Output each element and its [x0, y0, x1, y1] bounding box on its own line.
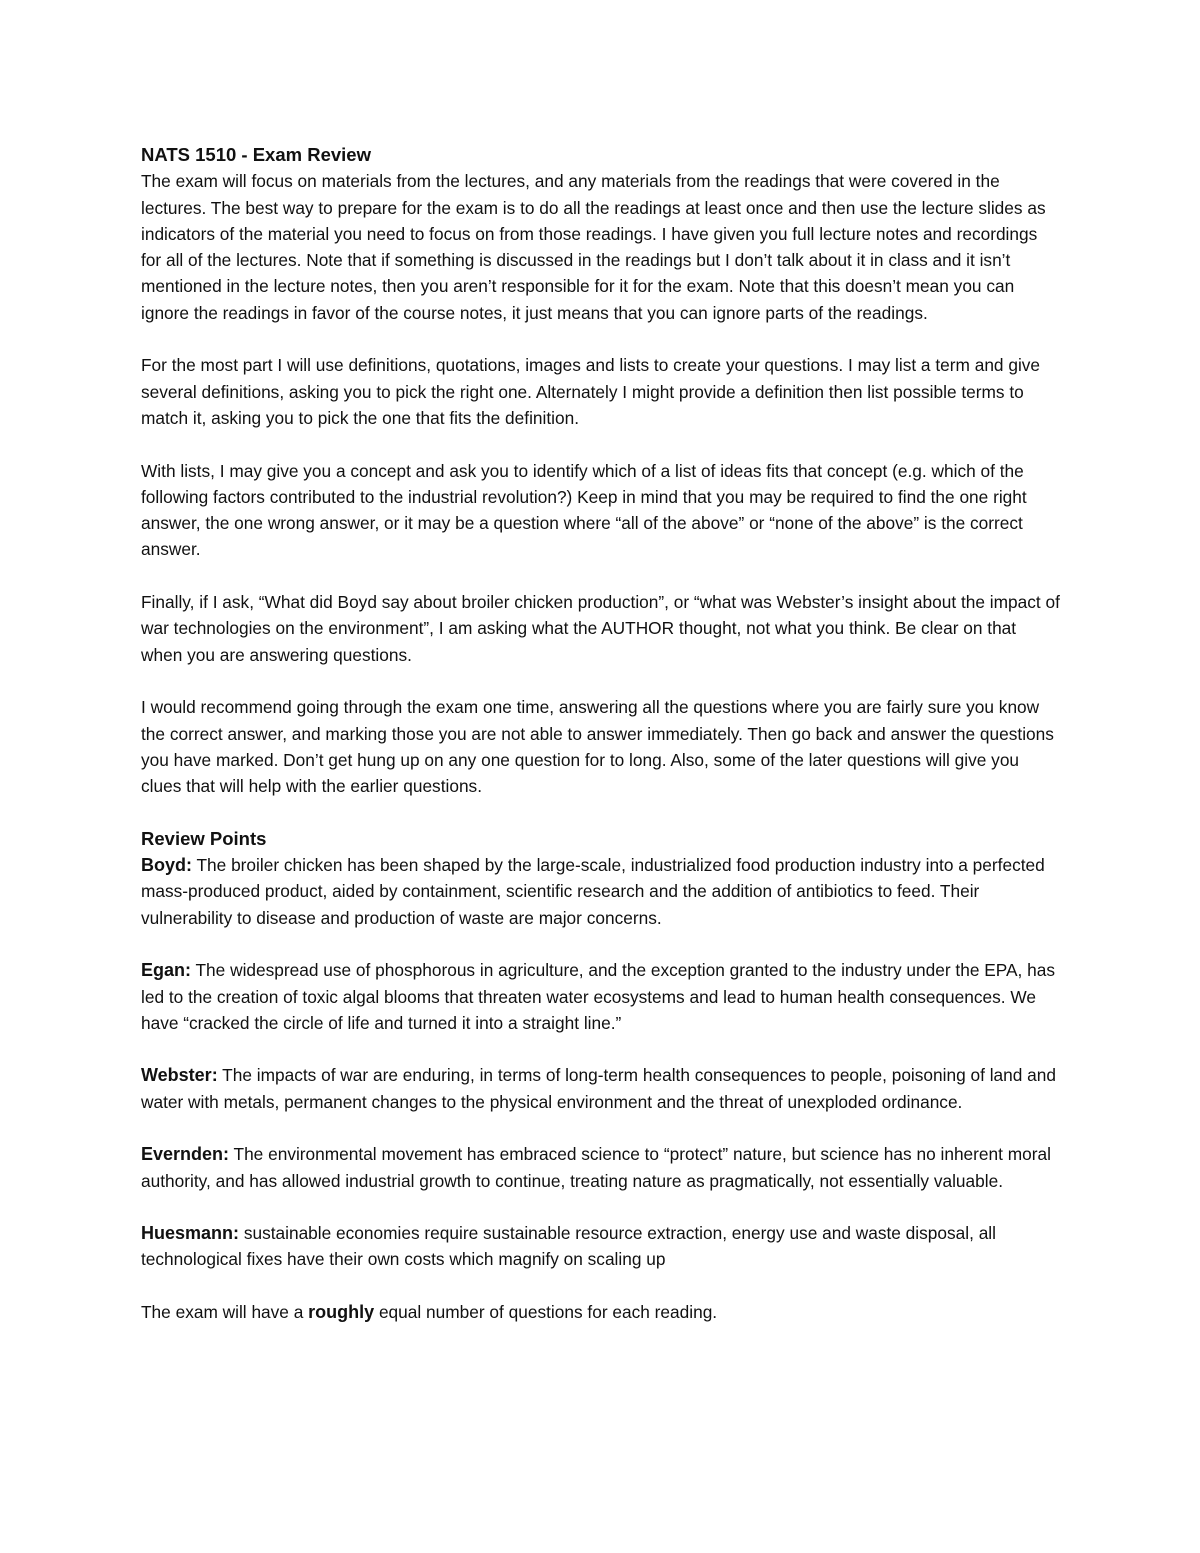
review-author: Boyd: — [141, 855, 192, 876]
review-item-huesmann — [141, 1220, 1061, 1273]
intro-paragraph-3: With lists, I may give you a concept and ask you to identify which of a list of ideas fits that concept (e.g. which of the following factors contributed to the industrial revolution?) Keep in mind that you may be required to find the one right answer, the one wrong answer, or it may be a question where “all of the above” or “none of the above” is the correct answer. — [141, 460, 1027, 560]
document-page — [141, 142, 1061, 1325]
closing-paragraph — [141, 1299, 1061, 1325]
review-text: The widespread use of phosphorous in agriculture, and the exception granted to the industry under the EPA, has led to the creation of toxic algal blooms that threaten water ecosystems and lead to human health consequences. We have “cracked the circle of life and turned it into a straight line.” — [141, 960, 1055, 1033]
intro-paragraph-1: The exam will focus on materials from the lectures, and any materials from the readings that were covered in the lectures. The best way to prepare for the exam is to do all the readings at least once and then use the lecture slides as indicators of the material you need to focus on from those readings. I have given you full lecture notes and recordings for all of the lectures. Note that if something is discussed in the readings but I don’t talk about it in class and it isn’t mentioned in the lecture notes, then you aren’t responsible for it for the exam. Note that this doesn’t mean you can ignore the readings in favor of the course notes, it just means that you can ignore parts of the readings. — [141, 171, 1046, 323]
review-points-heading: Review Points — [141, 827, 267, 849]
review-item-egan — [141, 957, 1061, 1036]
closing-emphasis: roughly — [308, 1302, 375, 1323]
review-author: Webster: — [141, 1065, 218, 1086]
review-text: The environmental movement has embraced science to “protect” nature, but science has no inherent moral authority, and has allowed industrial growth to continue, treating nature as pragmatically, not essentially valuable. — [141, 1144, 1051, 1191]
review-item-boyd — [141, 852, 1061, 931]
intro-paragraph-2: For the most part I will use definitions, quotations, images and lists to create your questions. I may list a term and give several definitions, asking you to pick the right one. Alternately I might provide a definition then list possible terms to match it, asking you to pick the one that fits the definition. — [141, 355, 1041, 428]
review-text: The impacts of war are enduring, in terms of long-term health consequences to people, poisoning of land and water with metals, permanent changes to the physical environment and the threat of unexploded ordinance. — [141, 1065, 1057, 1112]
review-author: Evernden: — [141, 1144, 230, 1165]
review-author: Huesmann: — [141, 1223, 240, 1244]
review-text: The broiler chicken has been shaped by the large-scale, industrialized food production industry into a perfected mass-produced product, aided by containment, scientific research and the addition of antibiotics to feed. Their vulnerability to disease and production of waste are major concerns. — [141, 855, 1045, 928]
document-title: NATS 1510 - Exam Review — [141, 144, 371, 165]
review-item-webster — [141, 1062, 1061, 1115]
closing-text-end: equal number of questions for each reading. — [374, 1302, 718, 1323]
intro-paragraph-4: Finally, if I ask, “What did Boyd say about broiler chicken production”, or “what was Webster’s insight about the impact of war technologies on the environment”, I am asking what the AUTHOR thought, not what you think. Be clear on that when you are answering questions. — [141, 592, 1060, 665]
review-author: Egan: — [141, 960, 192, 981]
closing-text-start: The exam will have a — [141, 1302, 309, 1323]
review-item-evernden — [141, 1141, 1061, 1194]
intro-paragraph-5: I would recommend going through the exam one time, answering all the questions where you are fairly sure you know the correct answer, and marking those you are not able to answer immediately. Then go back and answer the questions you have marked. Don’t get hung up on any one question for to long. Also, some of the later questions will give you clues that will help with the earlier questions. — [141, 697, 1054, 797]
review-text: sustainable economies require sustainable resource extraction, energy use and waste disposal, all technological fixes have their own costs which magnify on scaling up — [141, 1223, 996, 1270]
